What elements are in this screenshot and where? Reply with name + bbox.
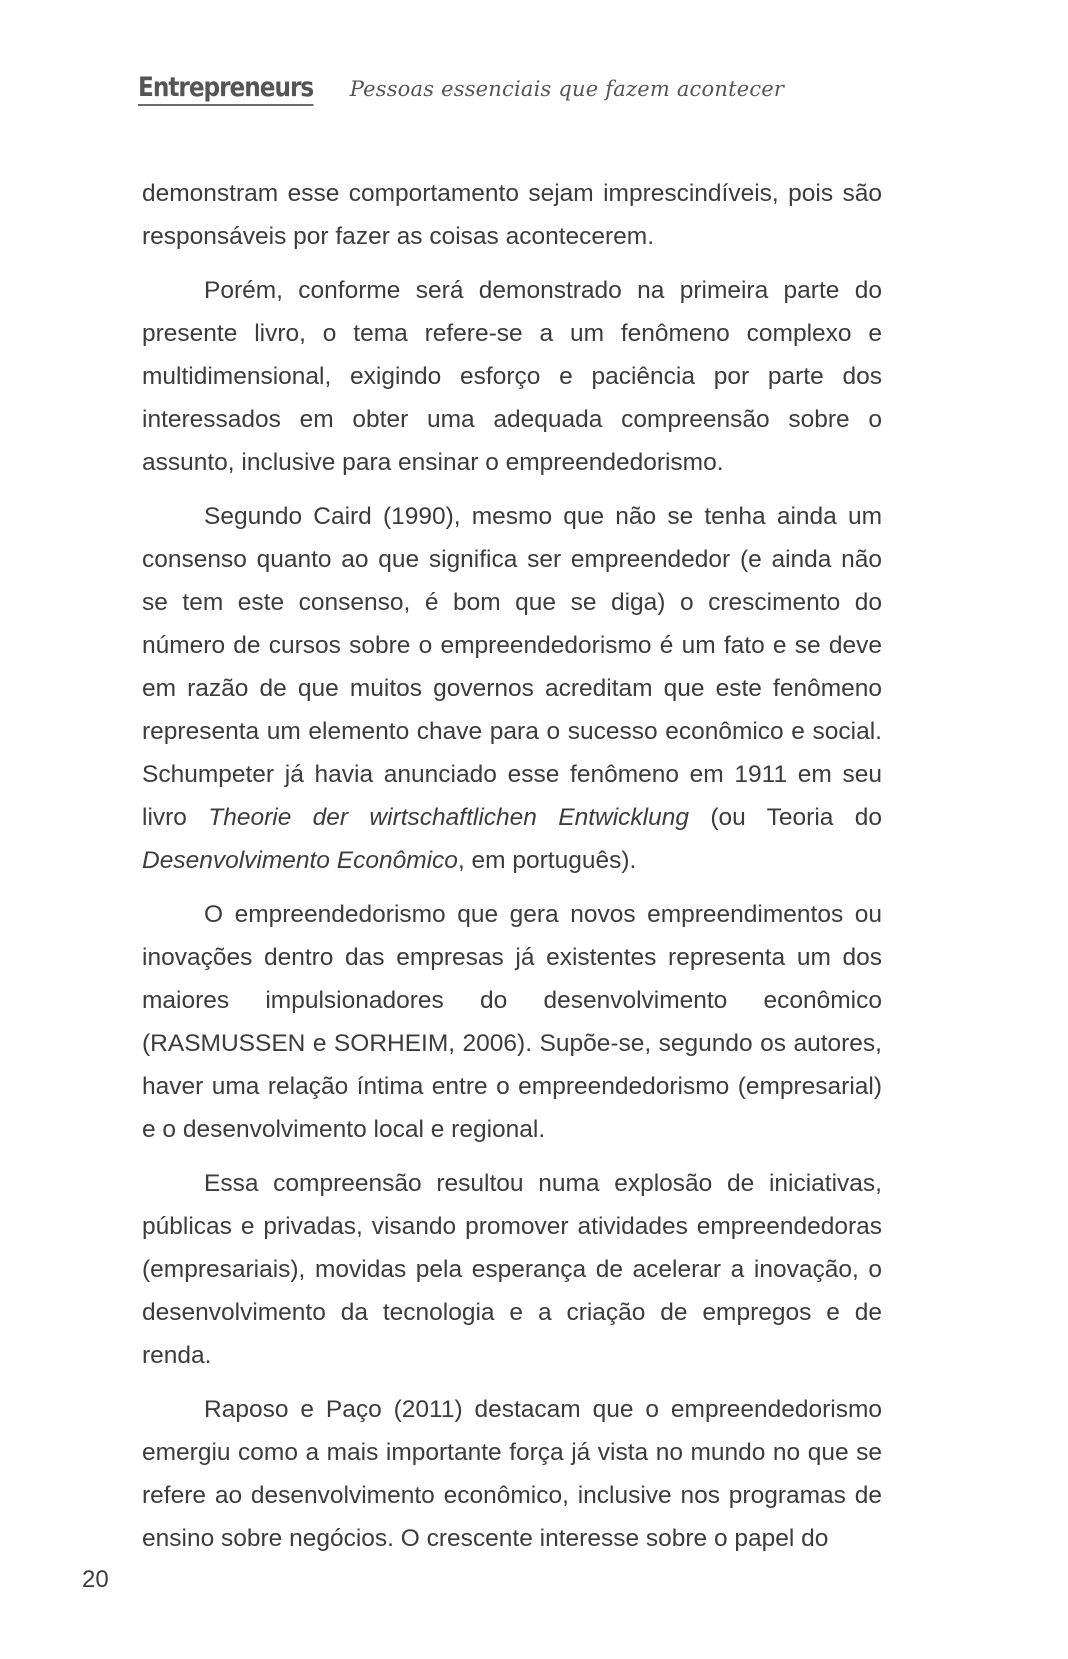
- paragraph: [142, 893, 882, 1151]
- text-run: Segundo Caird (1990), mesmo que não se tenha ainda um consenso quanto ao que significa ser empreendedor (e ainda não se tem este consenso, é bom que se diga) o crescimento do número de cursos sobre o empreendedorismo é um fato e se deve em razão de que muitos governos acreditam que este fenômeno representa um elemento chave para o sucesso econômico e social. Schumpeter já havia anunciado esse fenômeno em 1911 em seu livro: [142, 503, 882, 831]
- series-tagline: Pessoas essenciais que fazem acontecer: [349, 77, 785, 101]
- text-run: Porém, conforme será demonstrado na primeira parte do presente livro, o tema refere-se a um fenômeno complexo e multidimensional, exigindo esforço e paciência por parte dos interessados em obter uma adequada compreensão sobre o assunto, inclusive para ensinar o empreendedorismo.: [142, 277, 882, 476]
- running-header: [138, 72, 784, 112]
- text-run: demonstram esse comportamento sejam imprescindíveis, pois são responsáveis por fazer as coisas acontecerem.: [142, 180, 882, 250]
- text-run: Essa compreensão resultou numa explosão de iniciativas, públicas e privadas, visando promover atividades empreendedoras (empresariais), movidas pela esperança de acelerar a inovação, o desenvolvimento da tecnologia e a criação de empregos e de renda.: [142, 1170, 882, 1369]
- paragraph: [142, 1388, 882, 1560]
- paragraph: [142, 1162, 882, 1377]
- italic-title: Theorie der wirtschaftlichen Entwicklung: [208, 804, 689, 831]
- series-name: Entrepreneurs: [138, 72, 313, 106]
- text-run: Raposo e Paço (2011) destacam que o empreendedorismo emergiu como a mais importante força já vista no mundo no que se refere ao desenvolvimento econômico, inclusive nos programas de ensino sobre negócios. O crescente interesse sobre o papel do: [142, 1396, 882, 1552]
- paragraph: [142, 495, 882, 882]
- text-run: O empreendedorismo que gera novos empreendimentos ou inovações dentro das empresas já existentes representa um dos maiores impulsionadores do desenvolvimento econômico (RASMUSSEN e SORHEIM, 2006). Supõe-se, segundo os autores, haver uma relação íntima entre o empreendedorismo (empresarial) e o desenvolvimento local e regional.: [142, 901, 882, 1143]
- paragraph: [142, 269, 882, 484]
- text-run: (ou Teoria do: [689, 804, 882, 831]
- body-text: [142, 172, 882, 1571]
- italic-title: Desenvolvimento Econômico: [142, 847, 458, 874]
- text-run: , em português).: [457, 847, 637, 874]
- page-number: 20: [82, 1566, 109, 1593]
- paragraph: [142, 172, 882, 258]
